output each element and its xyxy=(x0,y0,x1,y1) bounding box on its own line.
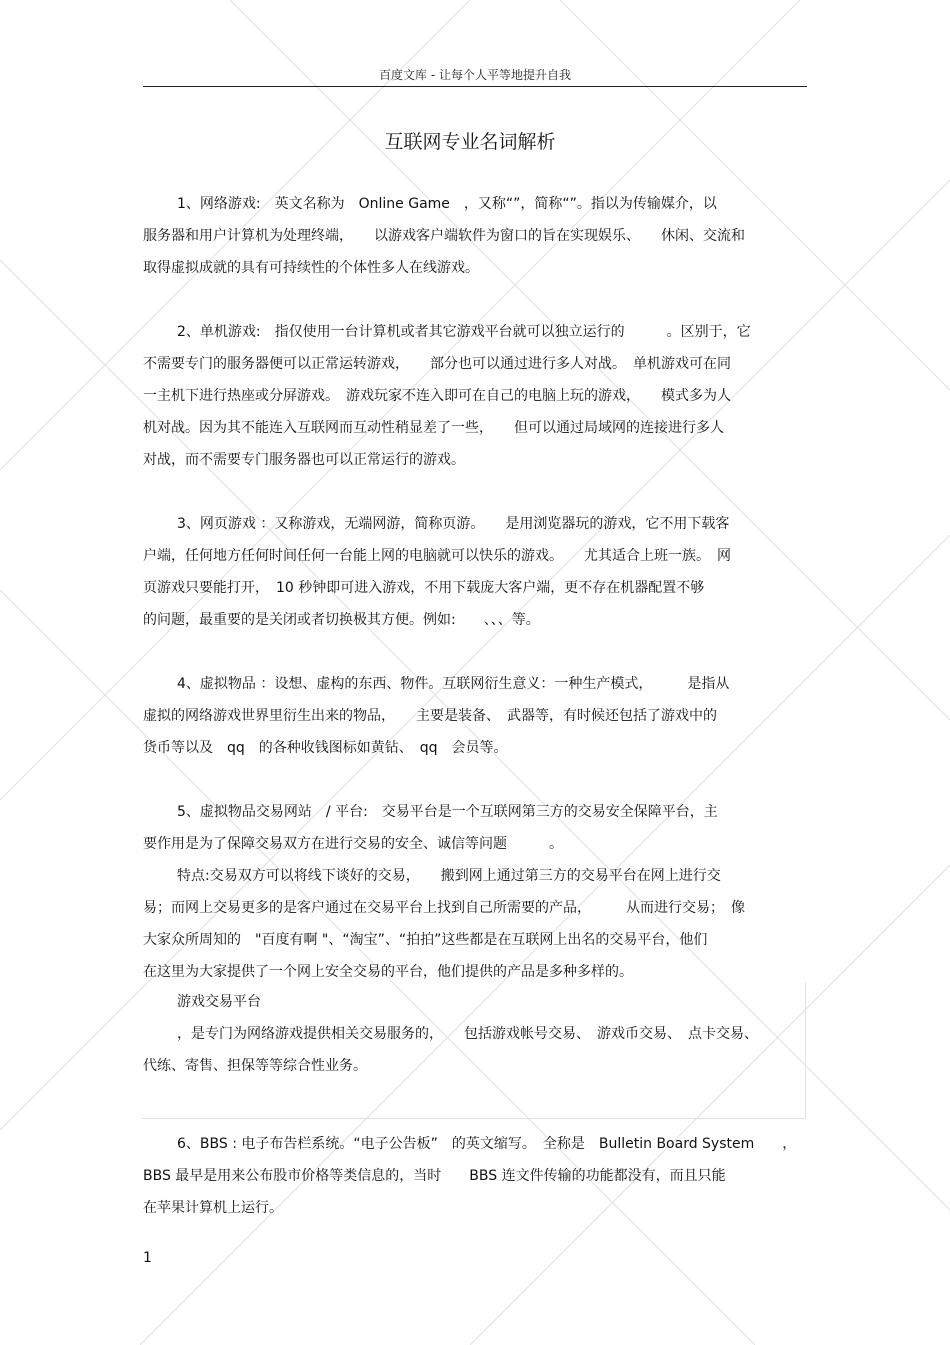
paragraph-line: 货币等以及 qq 的各种收钱图标如黄钻、 qq 会员等。 xyxy=(143,740,508,756)
paragraph-bbs xyxy=(143,1128,807,1224)
paragraph-line: 大家众所周知的 "百度有啊 "、“淘宝”、“拍拍”这些都是在互联网上出名的交易平台，他们 xyxy=(143,932,708,948)
paragraph-line: 5、虚拟物品交易网站 / 平台: 交易平台是一个互联网第三方的交易安全保障平台，主 xyxy=(177,804,718,820)
paragraph-line: 页游戏只要能打开， 10 秒钟即可进入游戏，不用下载庞大客户端，更不存在机器配置不够 xyxy=(143,580,705,596)
paragraph-line: 不需要专门的服务器便可以正常运转游戏， 部分也可以通过进行多人对战。 单机游戏可在同 xyxy=(143,356,731,372)
paragraph-line: 易；而网上交易更多的是客户通过在交易平台上找到自己所需要的产品， 从而进行交易； 像 xyxy=(143,900,745,916)
document-title: 互联网专业名词解析 xyxy=(384,131,556,153)
paragraph-line: 特点:交易双方可以将线下谈好的交易， 搬到网上通过第三方的交易平台在网上进行交 xyxy=(177,868,721,884)
paragraph-single-player-game xyxy=(143,316,807,476)
header-divider xyxy=(143,86,807,87)
paragraph-line: 要作用是为了保障交易双方在进行交易的安全、诚信等问题 。 xyxy=(143,836,563,852)
paragraph-line: BBS 最早是用来公布股市价格等类信息的，当时 BBS 连文件传输的功能都没有，而且只能 xyxy=(143,1168,726,1184)
paragraph-line: 代练、寄售、担保等等综合性业务。 xyxy=(143,1058,367,1074)
paragraph-trading-platform xyxy=(143,796,807,988)
paragraph-line: 在这里为大家提供了一个网上安全交易的平台，他们提供的产品是多种多样的。 xyxy=(143,964,633,980)
paragraph-line: 6、BBS : 电子布告栏系统。“电子公告板” 的英文缩写。 全称是 Bulletin Board System ， xyxy=(177,1136,797,1152)
paragraph-line: 3、网页游戏 ：又称游戏，无端网游，简称页游。 是用浏览器玩的游戏，它不用下载客 xyxy=(177,516,730,532)
box-heading: 游戏交易平台 xyxy=(177,994,261,1010)
page-number: 1 xyxy=(143,1250,152,1266)
paragraph-line: 的问题，最重要的是关闭或者切换极其方便。例如: 、、、等。 xyxy=(143,612,540,628)
paragraph-line: 机对战。因为其不能连入互联网而互动性稍显差了一些， 但可以通过局域网的连接进行多人 xyxy=(143,420,724,436)
paragraph-line: 取得虚拟成就的具有可持续性的个体性多人在线游戏。 xyxy=(143,260,479,276)
paragraph-virtual-goods xyxy=(143,668,807,764)
paragraph-line: 2、单机游戏: 指仅使用一台计算机或者其它游戏平台就可以独立运行的 。区别于，它 xyxy=(177,324,751,340)
paragraph-line: 虚拟的网络游戏世界里衍生出来的物品， 主要是装备、 武器等，有时候还包括了游戏中的 xyxy=(143,708,717,724)
paragraph-web-game xyxy=(143,508,807,636)
paragraph-line: 一主机下进行热座或分屏游戏。 游戏玩家不连入即可在自己的电脑上玩的游戏， 模式多为人 xyxy=(143,388,731,404)
page-header: 百度文库 - 让每个人平等地提升自我 xyxy=(379,68,571,82)
paragraph-line: 对战，而不需要专门服务器也可以正常运行的游戏。 xyxy=(143,452,465,468)
paragraph-line: 户端，任何地方任何时间任何一台能上网的电脑就可以快乐的游戏。 尤其适合上班一族。 网 xyxy=(143,548,731,564)
paragraph-line: 在苹果计算机上运行。 xyxy=(143,1200,283,1216)
paragraph-line: 4、虚拟物品 ：设想、虚构的东西、物件。互联网衍生意义：一种生产模式， 是指从 xyxy=(177,676,730,692)
paragraph-line: ，是专门为网络游戏提供相关交易服务的， 包括游戏帐号交易、 游戏币交易、 点卡交易、 xyxy=(177,1026,758,1042)
paragraph-line: 服务器和用户计算机为处理终端， 以游戏客户端软件为窗口的旨在实现娱乐、 休闲、交流和 xyxy=(143,228,745,244)
game-trading-platform-box xyxy=(142,983,806,1119)
paragraph-online-game xyxy=(143,188,807,284)
paragraph-line: 1、网络游戏: 英文名称为 Online Game ，又称“”，简称“”。指以为传输媒介，以 xyxy=(177,196,717,212)
